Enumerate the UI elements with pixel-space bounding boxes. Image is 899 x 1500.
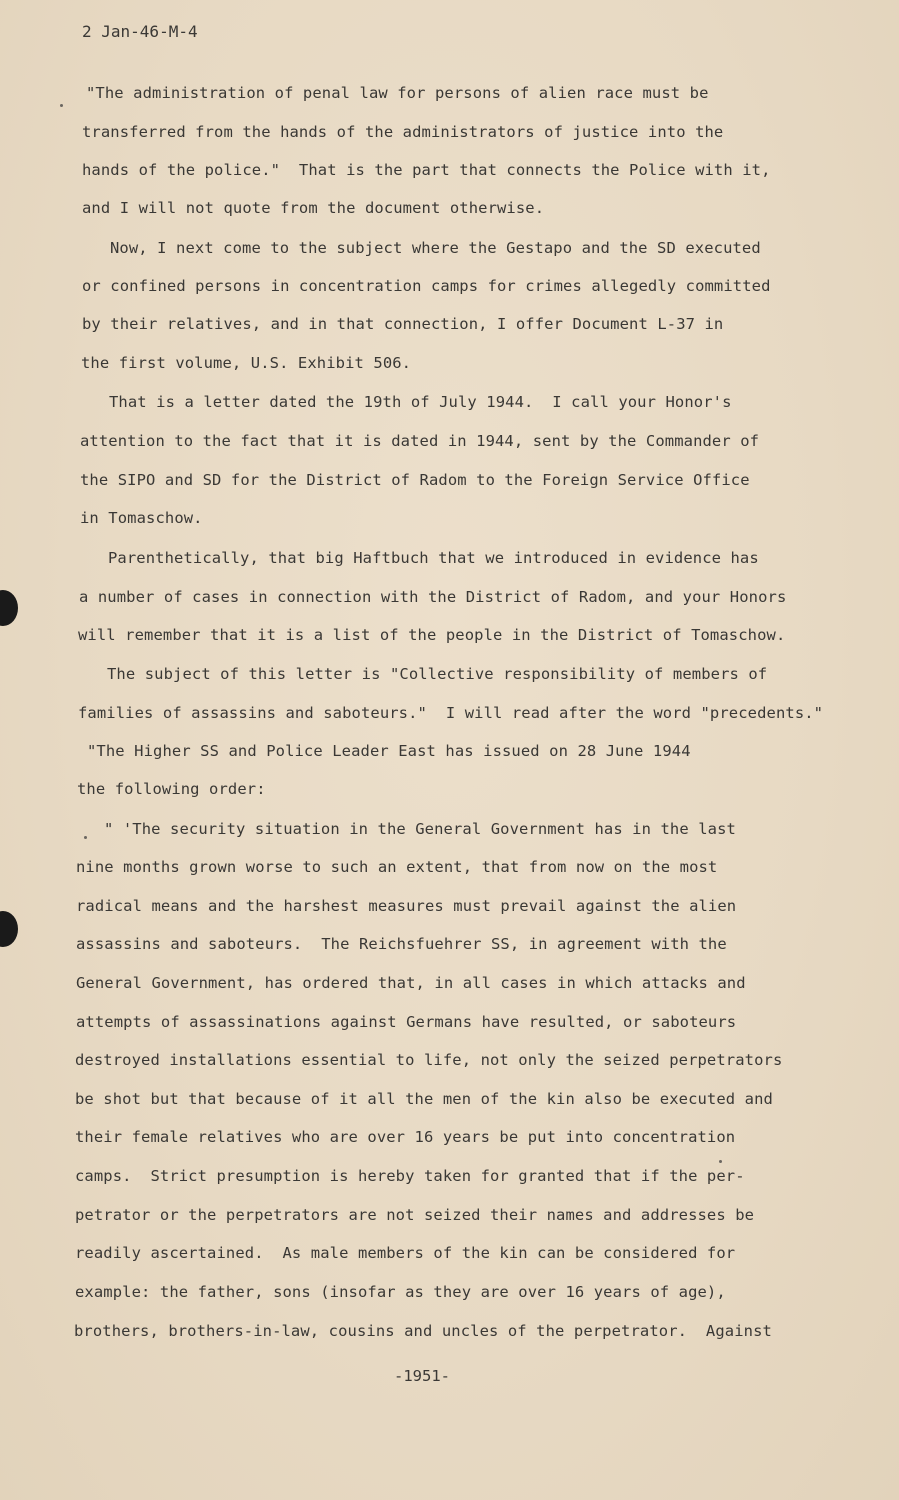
- text-line: Now, I next come to the subject where the Gestapo and the SD executed: [110, 239, 761, 257]
- paper-speck: [60, 104, 63, 107]
- text-line: their female relatives who are over 16 years be put into concentration: [75, 1128, 736, 1146]
- text-line: transferred from the hands of the administrators of justice into the: [82, 123, 724, 141]
- text-line: brothers, brothers-in-law, cousins and uncles of the perpetrator. Against: [74, 1322, 772, 1340]
- paper-speck: [84, 836, 87, 839]
- text-line: hands of the police." That is the part that connects the Police with it,: [82, 161, 771, 179]
- binder-hole-top: [0, 590, 18, 626]
- text-line: " 'The security situation in the General Government has in the last: [104, 820, 736, 838]
- text-line: be shot but that because of it all the men of the kin also be executed and: [75, 1090, 773, 1108]
- text-line: families of assassins and saboteurs." I will read after the word "precedents.": [78, 704, 824, 722]
- text-line: "The Higher SS and Police Leader East has issued on 28 June 1944: [87, 742, 691, 760]
- page-header: 2 Jan-46-M-4: [82, 22, 198, 41]
- text-line: The subject of this letter is "Collective responsibility of members of: [107, 665, 768, 683]
- text-line: petrator or the perpetrators are not seized their names and addresses be: [75, 1206, 755, 1224]
- text-line: and I will not quote from the document otherwise.: [82, 199, 545, 217]
- text-line: in Tomaschow.: [80, 509, 203, 527]
- text-line: That is a letter dated the 19th of July 1944. I call your Honor's: [109, 393, 732, 411]
- text-line: nine months grown worse to such an extent, that from now on the most: [76, 858, 718, 876]
- text-line: radical means and the harshest measures must prevail against the alien: [76, 897, 737, 915]
- text-line: readily ascertained. As male members of the kin can be considered for: [75, 1244, 736, 1262]
- text-line: camps. Strict presumption is hereby taken for granted that if the per-: [75, 1167, 745, 1185]
- text-line: the first volume, U.S. Exhibit 506.: [81, 354, 412, 372]
- text-line: destroyed installations essential to life, not only the seized perpetrators: [75, 1051, 783, 1069]
- text-line: by their relatives, and in that connection, I offer Document L-37 in: [82, 315, 724, 333]
- text-line: "The administration of penal law for persons of alien race must be: [86, 84, 709, 102]
- text-line: example: the father, sons (insofar as they are over 16 years of age),: [75, 1283, 726, 1301]
- text-line: assassins and saboteurs. The Reichsfuehrer SS, in agreement with the: [76, 935, 727, 953]
- text-line: attempts of assassinations against Germans have resulted, or saboteurs: [76, 1013, 737, 1031]
- text-line: the following order:: [77, 780, 266, 798]
- text-line: attention to the fact that it is dated in 1944, sent by the Commander of: [80, 432, 760, 450]
- binder-hole-bottom: [0, 911, 18, 947]
- text-line: the SIPO and SD for the District of Radom to the Foreign Service Office: [80, 471, 750, 489]
- text-line: or confined persons in concentration camps for crimes allegedly committed: [82, 277, 771, 295]
- paper-speck: [719, 1160, 722, 1163]
- text-line: Parenthetically, that big Haftbuch that we introduced in evidence has: [108, 549, 759, 567]
- text-line: General Government, has ordered that, in all cases in which attacks and: [76, 974, 746, 992]
- text-line: a number of cases in connection with the District of Radom, and your Honors: [79, 588, 787, 606]
- page-number: -1951-: [394, 1367, 450, 1385]
- text-line: will remember that it is a list of the people in the District of Tomaschow.: [78, 626, 786, 644]
